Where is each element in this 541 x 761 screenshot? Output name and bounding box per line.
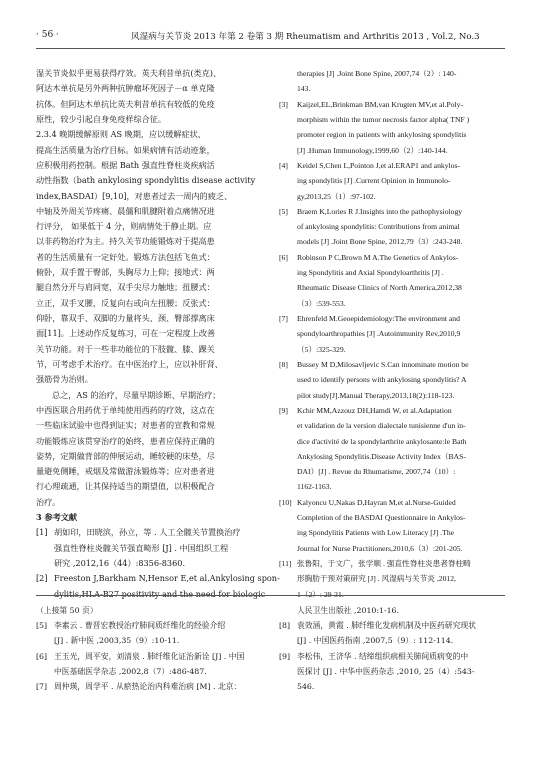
reference-line: 医探讨 [J] . 中华中医药杂志 ,2010, 25（4）:543- bbox=[297, 666, 475, 676]
reference-line: et validation de la version dialectale tunisienne d'un in- bbox=[297, 421, 466, 431]
reference-item bbox=[279, 357, 505, 403]
reference-line: 强直性脊柱炎髋关节强直畸形 [J] . 中国组织工程 bbox=[54, 542, 229, 553]
reference-line: ing Spondylitis and Axial Spondyloarthritis [J] . bbox=[297, 268, 444, 278]
reference-item bbox=[279, 495, 505, 556]
reference-line: morphism within the tumor necrosis factor alpha( TNF ) bbox=[297, 114, 470, 124]
body-text-line: 阿达木单抗是另外两种抗肿瘤坏死因子－α 单克隆 bbox=[36, 83, 215, 94]
reference-line: Ehrenfeld M.Geoepidemiology:The environment and bbox=[297, 314, 460, 323]
body-text-line: 关节功能。对于一些非功能位的下肢髋、膝、踝关 bbox=[36, 343, 215, 354]
page-number: · 56 · bbox=[36, 30, 59, 40]
reference-number: [5] bbox=[36, 621, 48, 631]
reference-number: [5] bbox=[279, 206, 288, 216]
continued-references-right bbox=[279, 603, 505, 694]
reference-text bbox=[297, 618, 505, 648]
reference-line: Kalyoncu U,Nakas D,Hayran M,et al.Nurse-Guided bbox=[297, 497, 456, 507]
reference-text bbox=[297, 311, 505, 357]
reference-item bbox=[36, 679, 262, 694]
body-text-line: 功能锻炼应该贯穿治疗的始终，患者应保持正确的 bbox=[36, 435, 215, 446]
reference-line: （5）:325-329. bbox=[297, 344, 346, 354]
reference-item bbox=[279, 97, 505, 158]
reference-continuation: 143. bbox=[297, 84, 311, 94]
right-column bbox=[279, 66, 505, 602]
journal-title: 风湿病与关节炎 2013 年第 2 卷第 3 期 Rheumatism and Arthritis 2013 , Vol.2, No.3 bbox=[131, 32, 480, 42]
reference-line: Rheumatic Disease Clinics of North America,2012,38 bbox=[297, 283, 462, 293]
reference-line: ing spondylitis [J] .Current Opinion in Immunolo- bbox=[297, 176, 451, 186]
reference-item bbox=[279, 618, 505, 648]
reference-item bbox=[279, 204, 505, 250]
body-text-line: 总之，AS 的治疗，尽量早期诊断、早期治疗； bbox=[52, 389, 221, 400]
body-text-line: 应积极用药控制。根据 Bath 强直性脊柱炎疾病活 bbox=[36, 159, 215, 170]
reference-number: [6] bbox=[36, 651, 48, 661]
body-text-line: 立正，双手叉腰，反复向右或向左扭腰；反张式： bbox=[36, 297, 215, 308]
reference-line: 1162-1163. bbox=[297, 482, 332, 492]
reference-line: dylitis,HLA-B27 positivity and the need for biologic bbox=[54, 588, 266, 599]
body-text-line: 治疗。 bbox=[36, 496, 61, 507]
body-text-line: 一些临床试验中也得到证实；对患者的宣教和常规 bbox=[36, 420, 215, 431]
reference-line: Completion of the BASDAI Questionnaire in Ankylos- bbox=[297, 513, 466, 523]
body-text-line: 原性，较少引起自身免疫样综合征。 bbox=[36, 113, 167, 124]
reference-line: 形胸肋干预对策研究 [J] . 风湿病与关节炎 ,2012, bbox=[297, 574, 456, 584]
reference-text bbox=[54, 649, 262, 679]
reference-text bbox=[297, 97, 505, 158]
reference-line: dice d'activité de la spondylarthrite ankylosante:le Bath bbox=[297, 436, 467, 446]
reference-line: of ankylosing spondylitis: Contributions from animal bbox=[297, 222, 460, 232]
reference-text bbox=[297, 250, 505, 311]
reference-line: spondyloarthropathies [J] .Autoimmunity Rev,2010,9 bbox=[297, 329, 461, 339]
reference-line: gy,2013,25（1）:97-102. bbox=[297, 191, 376, 201]
reference-line: [J] . 新中医 ,2003,35（9）:10-11. bbox=[54, 636, 180, 646]
reference-line: 周仲瑛，周学平 . 从瘀热论治内科难治病 [M] . 北京： bbox=[54, 682, 242, 692]
reference-text bbox=[54, 525, 262, 571]
body-text-line: 面[11]。上述动作反复练习，可在一定程度上改善 bbox=[36, 328, 216, 339]
reference-line: Journal for Nurse Practitioners,2010,6（3）:201-205. bbox=[297, 543, 463, 553]
body-text-line: 提高生活质量为治疗目标。如果病情有活动迹象， bbox=[36, 144, 215, 155]
reference-text bbox=[54, 571, 280, 602]
reference-line: Kaijzel,EL,Brinkman BM,van Krugten MV,et al.Poly- bbox=[297, 99, 464, 109]
reference-line: promoter region in patients with ankylosing spondylitis bbox=[297, 130, 467, 140]
reference-number: [9] bbox=[279, 651, 291, 661]
reference-continuation: therapies [J] .Joint Bone Spine, 2007,74（2）: 140- bbox=[297, 69, 457, 78]
body-text-line: 中轴及外周关节疼痛、晨僵和肌腱附着点痛情况进 bbox=[36, 205, 215, 216]
reference-line: 中医基础医学杂志 ,2002,8（7）:486-487. bbox=[54, 666, 207, 676]
reference-number: [3] bbox=[279, 99, 288, 109]
reference-line: 研究 ,2012,16（44）:8356-8360. bbox=[54, 558, 186, 568]
reference-text bbox=[54, 618, 262, 648]
reference-line: 1（2）: 29-31. bbox=[297, 589, 344, 599]
reference-item bbox=[279, 250, 505, 311]
references-heading: 3 参考文献 bbox=[36, 512, 77, 523]
reference-text bbox=[297, 403, 505, 495]
reference-number: [7] bbox=[279, 314, 288, 323]
subsection-heading: 2.3.4 晚期缓解原则 AS 晚期，应以缓解症状、 bbox=[36, 129, 206, 140]
reference-line: Keidel S,Chen L,Pointon J,et al.ERAP1 and ankylos- bbox=[297, 160, 460, 170]
body-text-line: 动性指数（bath ankylosing spondylitis disease activity bbox=[36, 175, 256, 186]
body-text-line: 量避免侧睡，戒烟及常做游泳锻炼等；应对患者进 bbox=[36, 466, 215, 477]
body-text-line: 强筋骨为治则。 bbox=[36, 374, 93, 385]
reference-text bbox=[297, 495, 505, 556]
left-column bbox=[36, 66, 280, 602]
reference-continuation: 人民卫生出版社 ,2010:1-16. bbox=[297, 606, 399, 615]
continued-references-left bbox=[36, 603, 262, 694]
reference-line: 王玉光，周平安，刘清泉 . 肺纤维化证治新诠 [J] . 中国 bbox=[54, 651, 245, 661]
reference-text bbox=[297, 357, 505, 403]
continued-from-note: （上接第 50 页） bbox=[36, 606, 98, 615]
body-text-line: index,BASDAI）[9,10]，对患者过去一周内的疲乏、 bbox=[36, 190, 233, 201]
reference-line: 李素云 . 曹晋宏教授治疗肺间质纤维化的经验介绍 bbox=[54, 621, 226, 631]
body-text-line: 姿势，定期做背部的伸展运动，睡较硬的床垫，尽 bbox=[36, 450, 215, 461]
reference-number: [10] bbox=[279, 497, 292, 507]
reference-line: ing Spondylitis Patients with Low Literacy [J] .The bbox=[297, 528, 455, 538]
reference-number: [4] bbox=[279, 160, 288, 170]
reference-item bbox=[279, 649, 505, 695]
reference-line: 胡如印，田晓滨，孙立，等 . 人工全髋关节置换治疗 bbox=[54, 527, 241, 538]
reference-number: [1] bbox=[36, 527, 48, 538]
reference-number: [6] bbox=[279, 252, 288, 262]
reference-line: 张鲁阳，于文广，张学顺 . 强直性脊柱炎患者脊柱畸 bbox=[297, 559, 471, 568]
reference-text bbox=[297, 204, 505, 250]
body-text-line: 以非药物治疗为主。持久关节功能锻炼对于提高患 bbox=[36, 236, 215, 247]
body-text-line: 抗体。但阿达木单抗比英夫利昔单抗有较低的免疫 bbox=[36, 98, 215, 109]
reference-item bbox=[36, 571, 280, 602]
reference-item bbox=[36, 649, 262, 679]
reference-line: 袁效涵，黄霞 . 肺纤维化发病机制及中医药研究现状 bbox=[297, 621, 476, 631]
reference-number: [7] bbox=[36, 682, 48, 692]
reference-line: [J] .Human Immunology,1999,60（2）:140-144. bbox=[297, 145, 448, 155]
body-text-line: 俯卧，双手置于臀部，头胸尽力上仰；接地式：两 bbox=[36, 267, 215, 278]
body-text-line: 腿自然分开与肩同宽，双手尖尽力触地；扭腰式： bbox=[36, 282, 215, 293]
reference-line: DAI）[J] . Revue du Rhumatisme, 2007,74（10）: bbox=[297, 467, 456, 477]
running-header bbox=[36, 26, 505, 49]
reference-number: [8] bbox=[279, 621, 291, 631]
reference-text bbox=[297, 158, 505, 204]
reference-line: models [J] .Joint Bone Spine, 2012,79（3）:243-248. bbox=[297, 237, 463, 247]
reference-number: [8] bbox=[279, 359, 288, 369]
reference-line: Kchir MM,Azzouz DH,Hamdi W, et al.Adaptation bbox=[297, 405, 452, 415]
reference-line: Braem K,Lories R J.Insights into the pathophysiology bbox=[297, 206, 463, 216]
reference-line: used to identify persons with ankylosing spondylitis? A bbox=[297, 375, 467, 385]
reference-line: （3）:539-553. bbox=[297, 298, 346, 308]
section-divider bbox=[36, 595, 505, 596]
reference-line: pilot study[J].Manual Therapy,2013,18(2):118-123. bbox=[297, 390, 455, 400]
body-text-line: 者的生活质量有一定好处。锻炼方法包括飞鱼式： bbox=[36, 251, 215, 262]
body-text-line: 仰卧，靠双手、双脚的力量将头、颈、臀部撑离床 bbox=[36, 313, 215, 323]
reference-line: Robinson P C,Brown M A.The Genetics of Ankylos- bbox=[297, 252, 459, 262]
reference-text bbox=[297, 649, 505, 695]
body-text-line: 中西医联合用药优于单纯使用西药的疗效，这点在 bbox=[36, 404, 215, 415]
reference-line: [J] . 中国医药指南 ,2007,5（9）: 112-114. bbox=[297, 636, 454, 646]
reference-item bbox=[279, 158, 505, 204]
reference-item bbox=[36, 525, 262, 571]
reference-text bbox=[54, 679, 262, 694]
body-text-line: 行心理疏通，让其保持适当的期望值，以积极配合 bbox=[36, 481, 215, 492]
reference-item bbox=[279, 311, 505, 357]
body-text-line: 节，可考虑手术治疗。在中医治疗上，应以补肝肾、 bbox=[36, 358, 223, 369]
reference-number: [11] bbox=[279, 559, 292, 568]
reference-line: Ankylosing Spondylitis.Disease Activity Index（BAS- bbox=[297, 451, 466, 461]
reference-line: 李松伟，王济华 . 结缔组织病相关肺间质病变的中 bbox=[297, 651, 469, 661]
reference-line: 546. bbox=[297, 682, 315, 692]
reference-item bbox=[36, 618, 262, 648]
reference-line: Bussey M D,Milosavljevic S.Can innominate motion be bbox=[297, 359, 469, 369]
body-text-line: 行评分， 如果低于 4 分，则病情处于静止期。应 bbox=[36, 221, 212, 232]
reference-line: Freeston J,Barkham N,Hensor E,et al.Ankylosing spon- bbox=[54, 573, 280, 584]
reference-number: [9] bbox=[279, 405, 288, 415]
reference-number: [2] bbox=[36, 573, 48, 584]
reference-item bbox=[279, 403, 505, 495]
body-text-line: 湿关节炎似乎更易获得疗效。英夫利昔单抗(类克)、 bbox=[36, 68, 222, 78]
